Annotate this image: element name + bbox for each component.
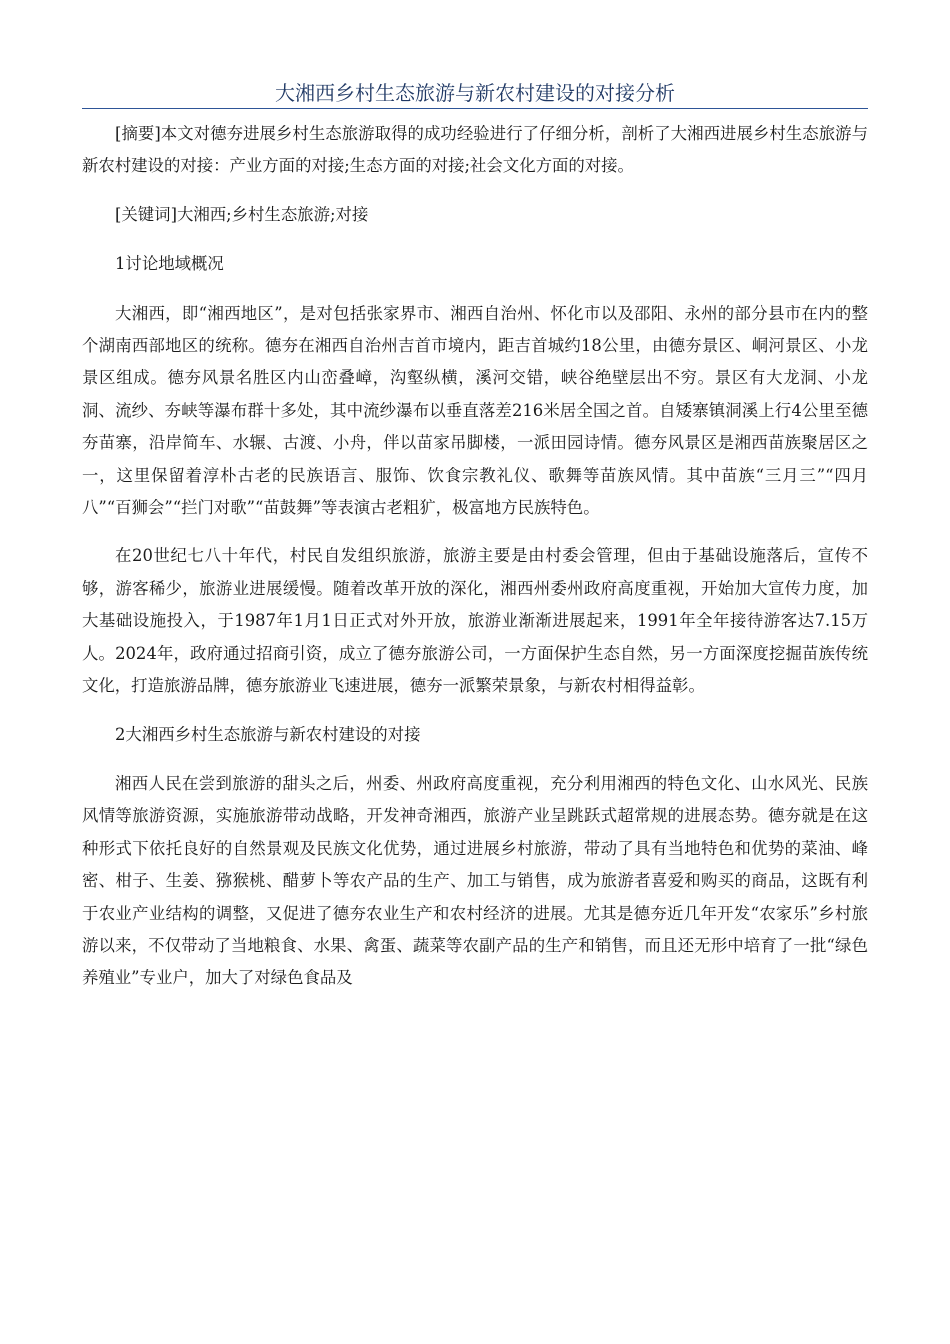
section-2-paragraph-1: 湘西人民在尝到旅游的甜头之后，州委、州政府高度重视，充分利用湘西的特色文化、山水风光、民族风情等旅游资源，实施旅游带动战略，开发神奇湘西，旅游产业呈跳跃式超常规的进展态势。德夯就是在这种形式下依托良好的自然景观及民族文化优势，通过进展乡村旅游，带动了具有当地特色和优势的菜油、峰密、柑子、生姜、猕猴桃、醋萝卜等农产品的生产、加工与销售，成为旅游者喜爱和购买的商品，这既有利于农业产业结构的调整，又促进了德夯农业生产和农村经济的进展。尤其是德夯近几年开发“农家乐”乡村旅游以来，不仅带动了当地粮食、水果、禽蛋、蔬菜等农副产品的生产和销售，而且还无形中培育了一批“绿色养殖业”专业户，加大了对绿色食品及 <box>82 773 868 988</box>
abstract-paragraph: [摘要]本文对德夯进展乡村生态旅游取得的成功经验进行了仔细分析，剖析了大湘西进展乡村生态旅游与新农村建设的对接：产业方面的对接;生态方面的对接;社会文化方面的对接。 <box>82 124 868 176</box>
section-1-paragraph-1: 大湘西，即“湘西地区”，是对包括张家界市、湘西自治州、怀化市以及邵阳、永州的部分县市在内的整个湖南西部地区的统称。德夯在湘西自治州吉首市境内，距吉首城约18公里，由德夯景区、峒河景区、小龙景区组成。德夯风景名胜区内山峦叠嶂，沟壑纵横，溪河交错，峡谷绝壁层出不穷。景区有大龙洞、小龙洞、流纱、夯峡等瀑布群十多处，其中流纱瀑布以垂直落差216米居全国之首。自矮寨镇洞溪上行4公里至德夯苗寨，沿岸简车、水辗、古渡、小舟，伴以苗家吊脚楼，一派田园诗情。德夯风景区是湘西苗族聚居区之一，这里保留着淳朴古老的民族语言、服饰、饮食宗教礼仪、歌舞等苗族风情。其中苗族“三月三”“四月八”“百狮会”“拦门对歌”“苗鼓舞”等表演古老粗犷，极富地方民族特色。 <box>82 303 868 518</box>
section-1-heading: 1讨论地域概况 <box>115 254 224 274</box>
document-body <box>82 118 868 1011</box>
document-title: 大湘西乡村生态旅游与新农村建设的对接分析 <box>275 81 675 105</box>
keywords-line: [关键词]大湘西;乡村生态旅游;对接 <box>115 204 369 224</box>
title-underline <box>82 108 868 109</box>
section-2-heading: 2大湘西乡村生态旅游与新农村建设的对接 <box>115 724 421 744</box>
section-1-paragraph-2: 在20世纪七八十年代，村民自发组织旅游，旅游主要是由村委会管理，但由于基础设施落后，宣传不够，游客稀少，旅游业进展缓慢。随着改革开放的深化，湘西州委州政府高度重视，开始加大宣传力度，加大基础设施投入，于1987年1月1日正式对外开放，旅游业渐渐进展起来，1991年全年接待游客达7.15万人。2024年，政府通过招商引资，成立了德夯旅游公司，一方面保护生态自然，另一方面深度挖掘苗族传统文化，打造旅游品牌，德夯旅游业飞速进展，德夯一派繁荣景象，与新农村相得益彰。 <box>82 546 868 696</box>
